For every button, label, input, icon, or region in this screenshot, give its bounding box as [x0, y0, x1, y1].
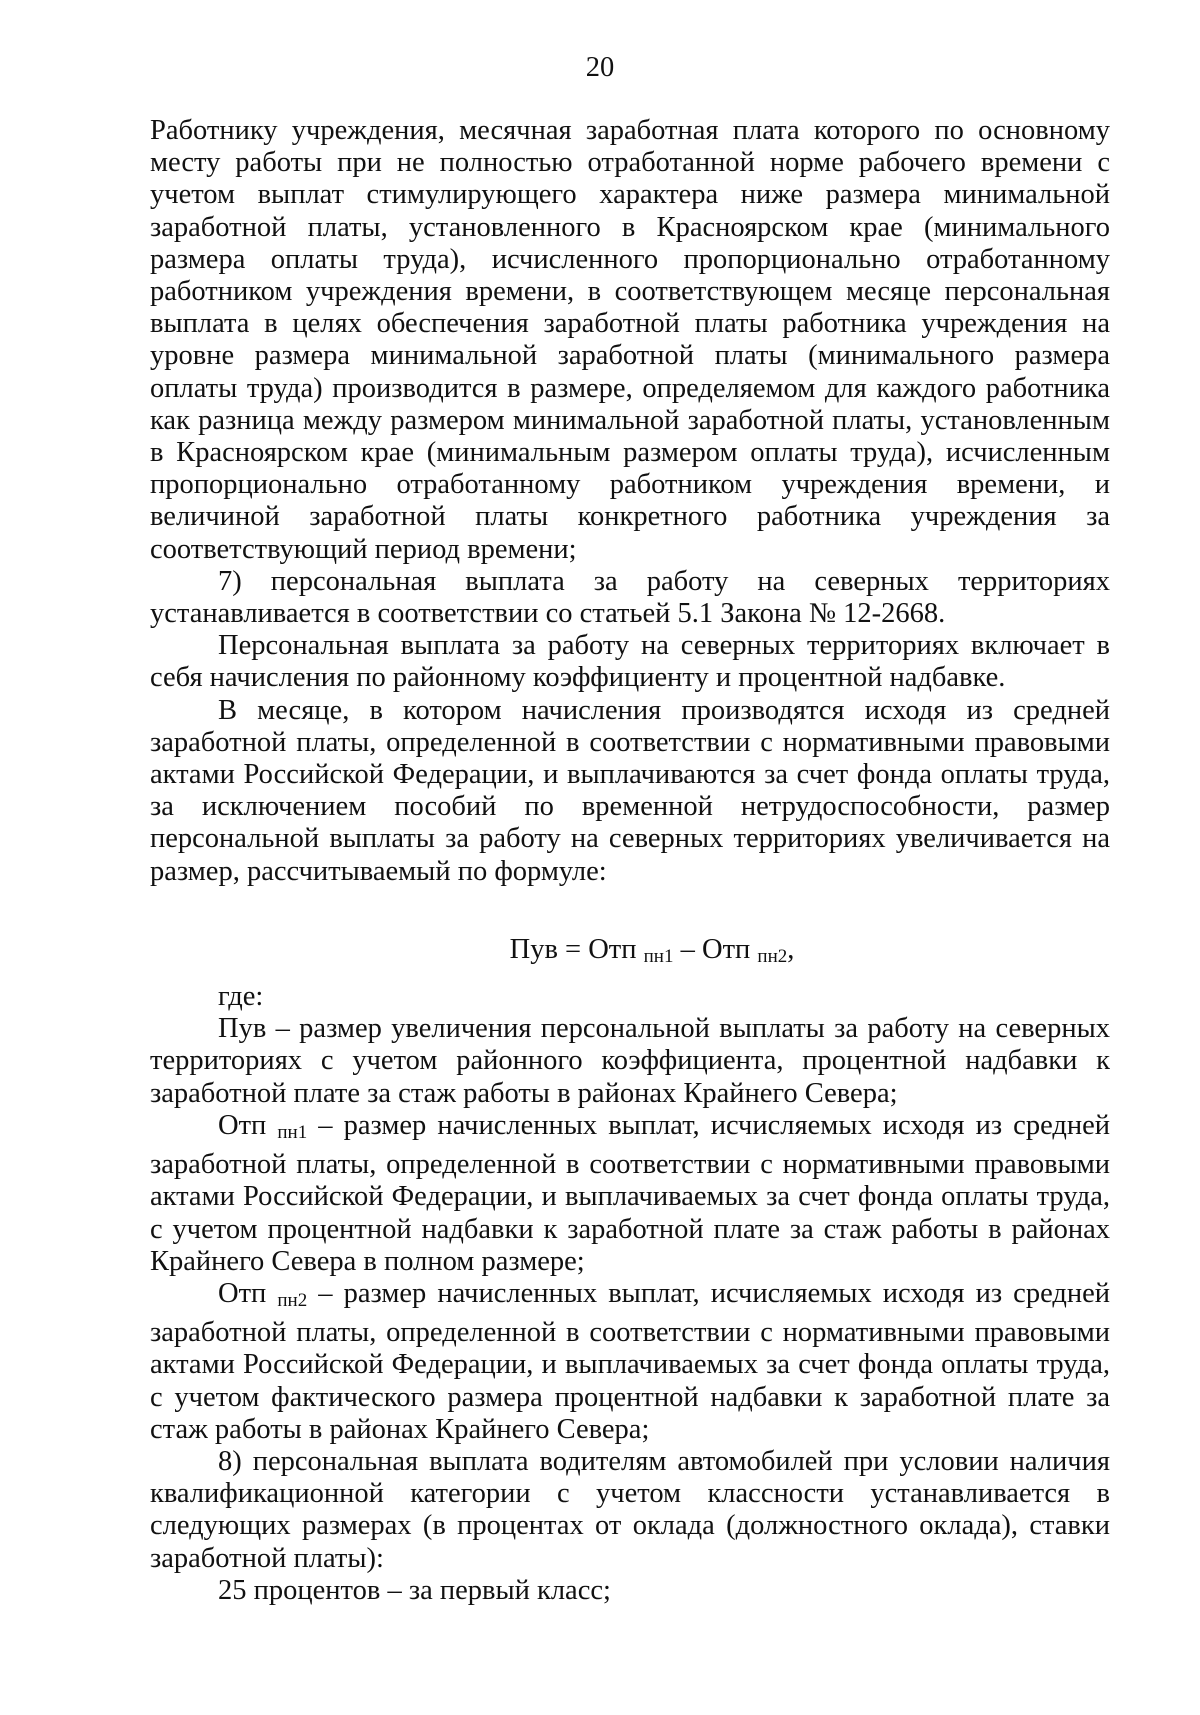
definition-otp-pn1-text: – размер начисленных выплат, исчисляемых исходя из средней заработной платы, определенной в соответствии с нормативными правовыми актами Российской Федерации, и выплачиваемых за счет фонда оплаты труда, с учетом процентной надбавки к заработной плате за стаж работы в районах Крайнего Севера в полном размере;: [150, 1109, 1110, 1277]
document-body: [150, 115, 1110, 1607]
formula-end: ,: [787, 933, 795, 965]
formula: [150, 934, 1110, 973]
definition-otp-pn2-sub: пн2: [277, 1289, 308, 1311]
formula-lhs: Пув = Отп: [509, 933, 637, 965]
paragraph-minimum-wage: Работнику учреждения, месячная заработная плата которого по основному месту работы при не полностью отработанной норме рабочего времени с учетом выплат стимулирующего характера ниже размера минимальной заработной платы, установленного в Красноярском крае (минимального размера оплаты труда), исчисленного пропорционально отработанному работником учреждения времени, в соответствующем месяце персональная выплата в целях обеспечения заработной платы работника учреждения на уровне размера минимальной заработной платы (минимального размера оплаты труда) производится в размере, определяемом для каждого работника как разница между размером минимальной заработной платы, установленным в Красноярском крае (минимальным размером оплаты труда), исчисленным пропорционально отработанному работником учреждения времени, и величиной заработной платы конкретного работника учреждения за соответствующий период времени;: [150, 115, 1110, 565]
definition-otp-pn2: [150, 1278, 1110, 1446]
definition-otp-pn1-sub: пн1: [277, 1121, 308, 1143]
definition-puv: Пув – размер увеличения персональной выплаты за работу на северных территориях с учетом районного коэффициента, процентной надбавки к заработной плате за стаж работы в районах Крайнего Севера;: [150, 1013, 1110, 1109]
where-label: где:: [218, 981, 264, 1013]
definition-otp-pn2-term: Отп: [218, 1277, 267, 1309]
formula-mid: – Отп: [673, 933, 751, 965]
definition-otp-pn1-term: Отп: [218, 1109, 267, 1141]
paragraph-northern-composition: Персональная выплата за работу на северных территориях включает в себя начисления по районному коэффициенту и процентной надбавке.: [150, 630, 1110, 694]
formula-sub-2: пн2: [757, 945, 788, 967]
paragraph-item-8: 8) персональная выплата водителям автомобилей при условии наличия квалификационной категории с учетом классности устанавливается в следующих размерах (в процентах от оклада (должностного оклада), ставки заработной платы):: [150, 1445, 1110, 1574]
formula-sub-1: пн1: [643, 945, 674, 967]
paragraph-first-class: 25 процентов – за первый класс;: [218, 1574, 611, 1606]
definition-otp-pn2-text: – размер начисленных выплат, исчисляемых исходя из средней заработной платы, определенной в соответствии с нормативными правовыми актами Российской Федерации, и выплачиваемых за счет фонда оплаты труда, с учетом фактического размера процентной надбавки к заработной плате за стаж работы в районах Крайнего Севера;: [150, 1277, 1110, 1445]
definition-otp-pn1: [150, 1110, 1110, 1278]
page-number: 20: [585, 52, 615, 83]
paragraph-item-7: 7) персональная выплата за работу на северных территориях устанавливается в соответствии со статьей 5.1 Закона № 12-2668.: [150, 565, 1110, 630]
paragraph-northern-increase: В месяце, в котором начисления производятся исходя из средней заработной платы, определенной в соответствии с нормативными правовыми актами Российской Федерации, и выплачиваются за счет фонда оплаты труда, за исключением пособий по временной нетрудоспособности, размер персональной выплаты за работу на северных территориях увеличивается на размер, рассчитываемый по формуле:: [150, 694, 1110, 887]
